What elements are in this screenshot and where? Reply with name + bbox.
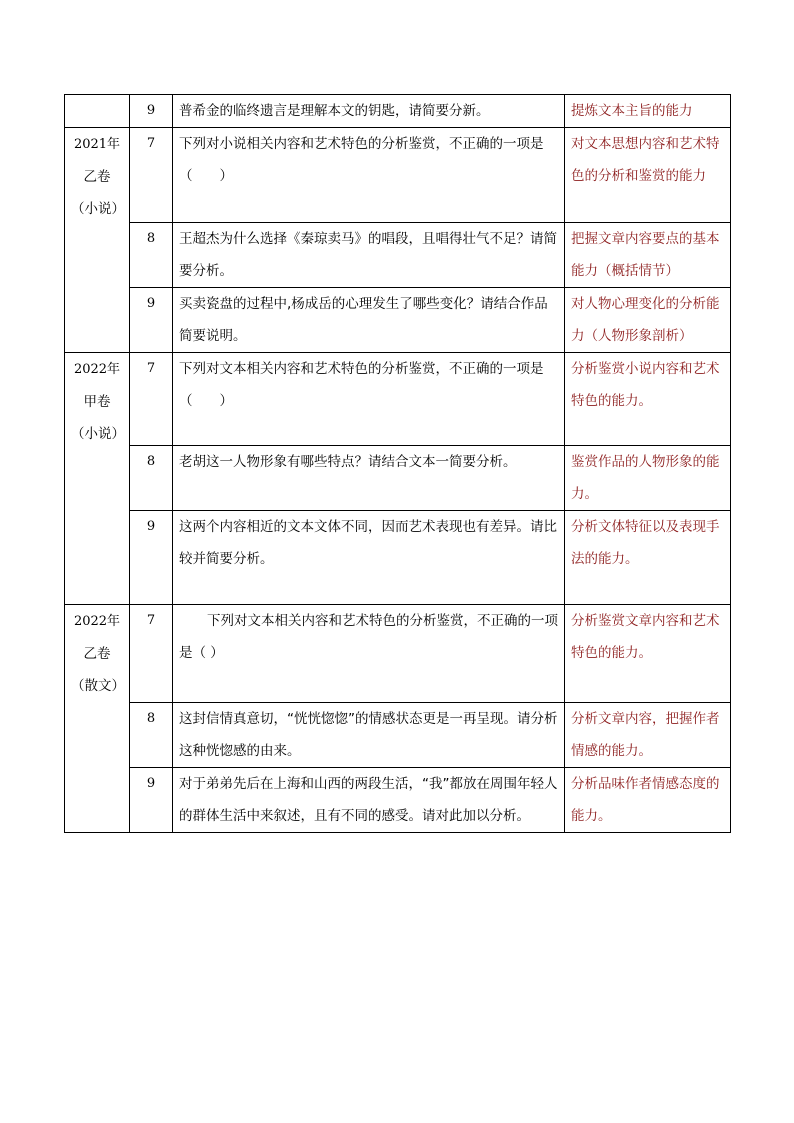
question-number: 9 — [130, 288, 173, 353]
table-row — [65, 511, 731, 605]
ability-text: 分析品味作者情感态度的能力。 — [565, 768, 731, 833]
question-text: 普希金的临终遗言是理解本文的钥匙，请简要分新。 — [173, 95, 565, 128]
table-row — [65, 353, 731, 446]
question-text: 王超杰为什么选择《秦琼卖马》的唱段，且唱得壮气不足？请简要分析。 — [173, 223, 565, 288]
table-row — [65, 446, 731, 511]
question-number: 9 — [130, 768, 173, 833]
ability-text: 分析文体特征以及表现手法的能力。 — [565, 511, 731, 605]
table-row — [65, 128, 731, 223]
exam-year-cell — [65, 128, 130, 353]
question-text: 这封信情真意切，“恍恍惚惚”的情感状态更是一再呈现。请分析这种恍惚感的由来。 — [173, 703, 565, 768]
ability-text: 提炼文本主旨的能力 — [565, 95, 731, 128]
table-row — [65, 768, 731, 833]
question-text: 下列对文本相关内容和艺术特色的分析鉴赏，不正确的一项是（ ） — [179, 613, 558, 661]
question-text: 下列对文本相关内容和艺术特色的分析鉴赏，不正确的一项是（ ） — [173, 353, 565, 446]
year-cell-empty — [65, 95, 130, 128]
question-text: 这两个内容相近的文本文体不同，因而艺术表现也有差异。请比较并简要分析。 — [173, 511, 565, 605]
question-number: 7 — [130, 128, 173, 223]
ability-text: 分析鉴赏小说内容和艺术特色的能力。 — [565, 353, 731, 446]
exam-year: 2022年 — [73, 614, 121, 629]
question-text: 买卖瓷盘的过程中,杨成岳的心理发生了哪些变化？请结合作品简要说明。 — [173, 288, 565, 353]
exam-year: 2021年 — [73, 137, 121, 152]
exam-genre: （散文） — [71, 678, 125, 694]
exam-paper: 乙卷 — [83, 169, 111, 185]
question-number: 7 — [130, 353, 173, 446]
exam-year-cell — [65, 353, 130, 605]
question-number: 8 — [130, 703, 173, 768]
question-text: 对于弟弟先后在上海和山西的两段生活，“我”都放在周围年轻人的群体生活中来叙述，且有不同的感受。请对此加以分析。 — [173, 768, 565, 833]
ability-text: 分析鉴赏文章内容和艺术特色的能力。 — [565, 605, 731, 703]
exam-analysis-table — [64, 94, 731, 833]
exam-year-cell — [65, 605, 130, 833]
table-row — [65, 703, 731, 768]
question-number: 7 — [130, 605, 173, 703]
table-row — [65, 605, 731, 703]
exam-paper: 甲卷 — [83, 394, 111, 410]
exam-genre: （小说） — [71, 426, 125, 442]
question-number: 8 — [130, 223, 173, 288]
table-row — [65, 95, 731, 128]
ability-text: 把握文章内容要点的基本能力（概括情节） — [565, 223, 731, 288]
ability-text: 分析文章内容，把握作者情感的能力。 — [565, 703, 731, 768]
question-text: 老胡这一人物形象有哪些特点？请结合文本一简要分析。 — [173, 446, 565, 511]
ability-text: 对文本思想内容和艺术特色的分析和鉴赏的能力 — [565, 128, 731, 223]
ability-text: 鉴赏作品的人物形象的能力。 — [565, 446, 731, 511]
table-row — [65, 223, 731, 288]
question-number: 8 — [130, 446, 173, 511]
exam-genre: （小说） — [71, 201, 125, 217]
question-text: 下列对小说相关内容和艺术特色的分析鉴赏，不正确的一项是（ ） — [173, 128, 565, 223]
table-row — [65, 288, 731, 353]
exam-year: 2022年 — [73, 362, 121, 377]
ability-text: 对人物心理变化的分析能力（人物形象剖析） — [565, 288, 731, 353]
exam-paper: 乙卷 — [83, 646, 111, 662]
question-number: 9 — [130, 511, 173, 605]
question-number: 9 — [130, 95, 173, 128]
question-text-cell — [173, 605, 565, 703]
